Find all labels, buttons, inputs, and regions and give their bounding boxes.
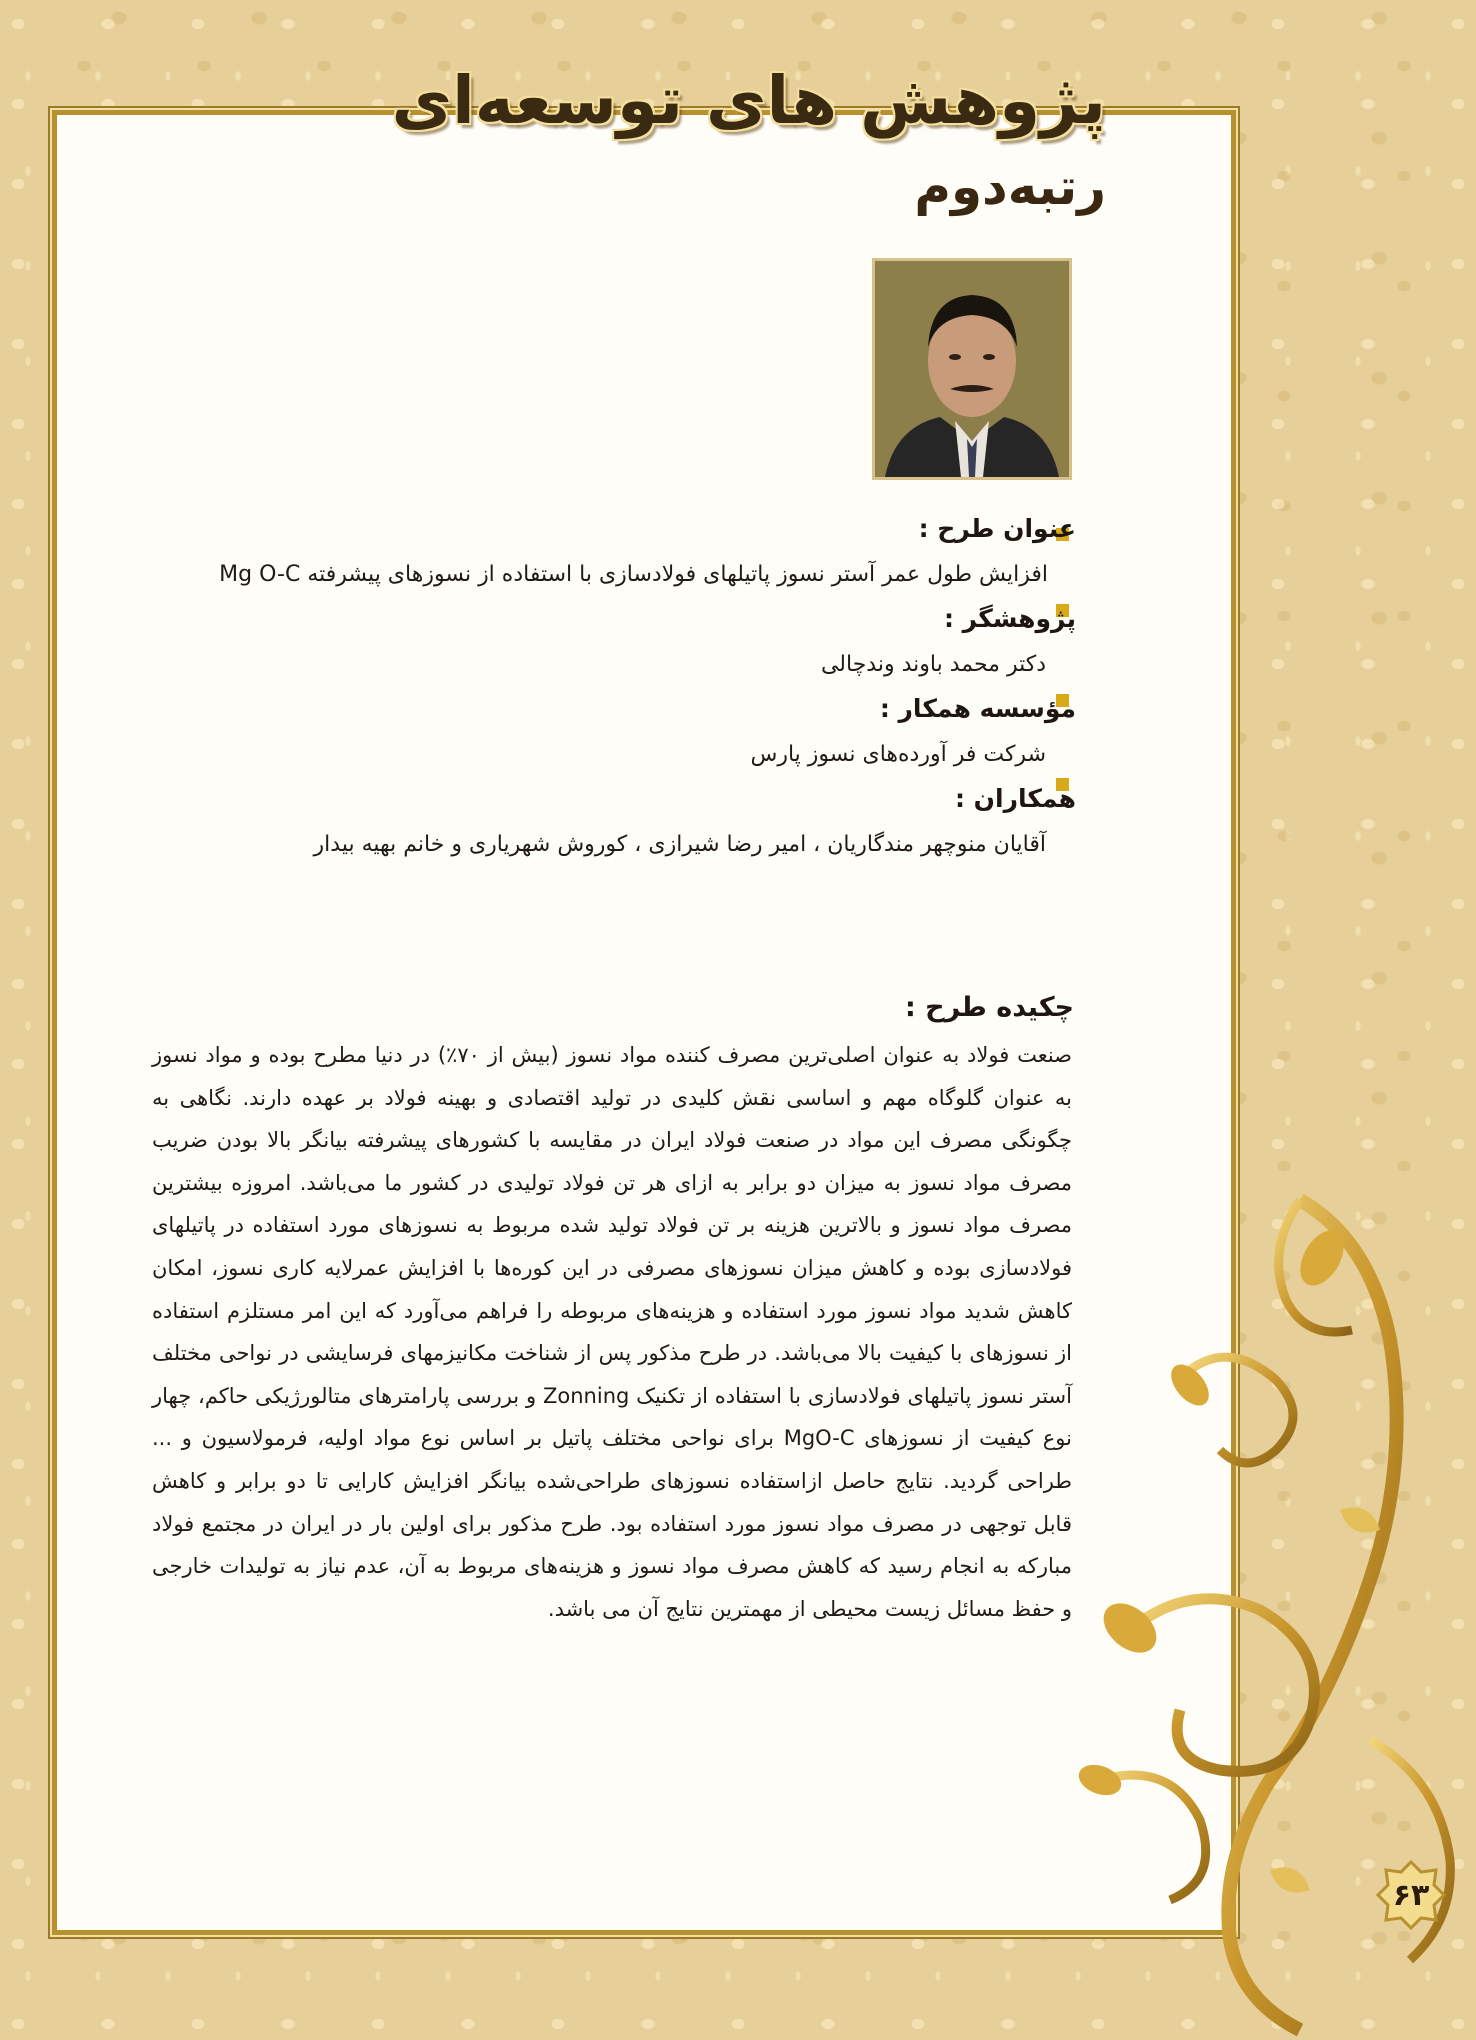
institute-label: مؤسسه همکار : [879,694,1076,723]
page-number: ۶۳ [1392,1878,1430,1913]
portrait-image [875,261,1069,477]
page-title: پژوهش های توسعه‌ای [391,62,1106,139]
institute-value: شرکت فر آورده‌های نسوز پارس [750,742,1046,767]
collaborators-value: آقایان منوچهر مندگاریان ، امیر رضا شیرازی ، کوروش شهریاری و خانم بهیه بیدار [313,832,1046,857]
abstract-label: چکیده طرح : [904,992,1074,1023]
researcher-label: پژوهشگر : [943,604,1076,633]
collaborators-label: همکاران : [954,784,1076,813]
rank-subtitle: رتبه‌دوم [914,158,1106,216]
researcher-value: دکتر محمد باوند وندچالی [820,652,1046,677]
project-title-value: افزایش طول عمر آستر نسوز پاتیلهای فولادسازی با استفاده از نسوزهای پیشرفته Mg O-C [219,562,1048,587]
project-title-label: عنوان طرح : [918,514,1076,543]
abstract-text: صنعت فولاد به عنوان اصلی‌ترین مصرف کننده مواد نسوز (بیش از ۷۰٪) در دنیا مطرح بوده و مواد نسوز به عنوان گلوگاه مهم و اساسی نقش کلیدی در تولید اقتصادی و بهینه فولاد بر عهده دارند. نگاهی به چگونگی مصرف این مواد در صنعت فولاد ایران در مقایسه با کشورهای پیشرفته بیانگر بالا بودن ضریب مصرف مواد نسوز به میزان دو برابر به ازای هر تن فولاد تولیدی در کشور ما می‌باشد. امروزه بیشترین مصرف مواد نسوز و بالاترین هزینه بر تن فولاد تولید شده مربوط به نسوزهای مورد استفاده در پاتیلهای فولادسازی بوده و کاهش میزان نسوزهای مصرفی در این کوره‌ها با افزایش عمرلایه کاری نسوز، امکان کاهش شدید مواد نسوز مورد استفاده و هزینه‌های مربوطه را فراهم می‌آورد که این امر مستلزم استفاده از نسوزهای با کیفیت بالا می‌باشد. در طرح مذکور پس از شناخت مکانیزمهای فرسایشی در نواحی مختلف آستر نسوز پاتیلهای فولادسازی با استفاده از تکنیک Zonning و بررسی پارامترهای متالورژیکی حاکم، چهار نوع کیفیت از نسوزهای MgO-C برای نواحی مختلف پاتیل بر اساس نوع مواد اولیه، فرمولاسیون و ... طراحی گردید. نتایج حاصل ازاستفاده نسوزهای طراحی‌شده بیانگر افزایش کارایی تا دو برابر و کاهش قابل توجهی در مصرف مواد نسوز مورد استفاده بود. طرح مذکور برای اولین بار در ایران در مجتمع فولاد مبارکه به انجام رسید که کاهش مصرف مواد نسوز و هزینه‌های مربوط به آن، عدم نیاز به تولیدات خارجی و حفظ مسائل زیست محیطی از مهمترین نتایج آن می باشد. [152,1043,1072,1621]
researcher-photo [872,258,1072,480]
